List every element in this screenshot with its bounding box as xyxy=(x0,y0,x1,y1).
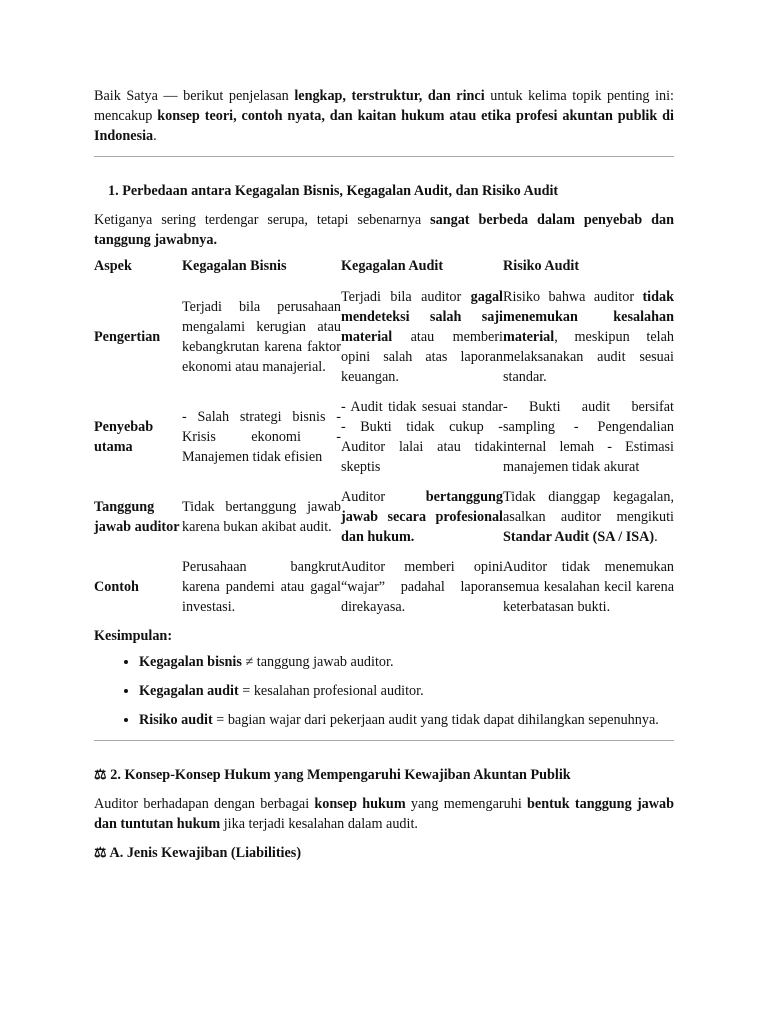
intro-text-4: . xyxy=(153,128,157,144)
cell-text: Terjadi bila auditor xyxy=(341,289,471,305)
intro-bold-2: konsep teori, contoh nyata, dan kaitan hukum atau etika profesi akuntan publik di Indonesia xyxy=(94,108,674,144)
list-item xyxy=(139,710,674,730)
table-header-kegagalan-bisnis: Kegagalan Bisnis xyxy=(182,258,287,274)
section-2-text: yang memengaruhi xyxy=(405,796,528,812)
list-item xyxy=(139,652,674,672)
section-1-heading xyxy=(94,181,674,201)
list-item-text: ≠ tanggung jawab auditor. xyxy=(241,654,394,670)
conclusion-list xyxy=(94,652,674,730)
intro-text-1: Baik Satya xyxy=(94,88,164,104)
cell-bold: gagal mendeteksi salah saji material xyxy=(341,289,503,345)
list-item-text: = bagian wajar dari pekerjaan audit yang tidak dapat dihilangkan sepenuhnya. xyxy=(212,712,659,728)
table-cell: - Bukti audit bersifat sampling - Pengendalian internal lemah - Estimasi manajemen tidak akurat xyxy=(503,399,674,475)
table-row xyxy=(94,284,674,387)
section-2-bold: bentuk tanggung jawab dan tuntutan hukum xyxy=(94,796,674,832)
table-header-row xyxy=(94,256,674,284)
table-cell xyxy=(503,477,674,547)
conclusion-title xyxy=(94,626,674,646)
table-row xyxy=(94,547,674,617)
table-cell-aspect: Contoh xyxy=(94,579,139,595)
intro-bold-1: lengkap, terstruktur, dan rinci xyxy=(294,88,485,104)
table-cell xyxy=(341,284,503,387)
intro-paragraph xyxy=(94,86,674,146)
section-1-text: Ketiganya sering terdengar serupa, tetapi sebenarnya xyxy=(94,212,431,228)
table-cell: Tidak bertanggung jawab karena bukan akibat audit. xyxy=(182,499,341,535)
table-cell: Auditor tidak menemukan semua kesalahan kecil karena keterbatasan bukti. xyxy=(503,559,674,615)
list-item-text: = kesalahan profesional auditor. xyxy=(238,683,424,699)
table-cell: - Salah strategi bisnis - Krisis ekonomi - Manajemen tidak efisien xyxy=(182,409,341,465)
cell-text: . xyxy=(654,529,658,545)
list-item-term: Risiko audit xyxy=(139,712,213,728)
intro-text-2: — berikut penjelasan xyxy=(163,88,295,104)
cell-bold: Standar Audit (SA / ISA) xyxy=(503,529,655,545)
section-1-title: 1. Perbedaan antara Kegagalan Bisnis, Kegagalan Audit, dan Risiko Audit xyxy=(108,183,559,199)
cell-text: atau memberi opini salah atas laporan keuangan. xyxy=(341,329,503,385)
table-cell: Perusahaan bangkrut karena pandemi atau gagal investasi. xyxy=(182,559,341,615)
list-item xyxy=(139,681,674,701)
table-header-aspek: Aspek xyxy=(94,258,132,274)
table-cell xyxy=(503,284,674,387)
section-2-heading xyxy=(94,765,674,785)
table-row xyxy=(94,387,674,477)
table-cell-aspect: Penyebab utama xyxy=(94,419,154,455)
section-2-bold: konsep hukum xyxy=(314,796,406,812)
list-item-term: Kegagalan bisnis xyxy=(139,654,242,670)
table-cell xyxy=(341,477,503,547)
cell-bold: tidak menemukan kesalahan material xyxy=(503,289,674,345)
intro-text-3: untuk kelima topik penting ini: mencakup xyxy=(94,88,674,124)
comparison-table xyxy=(94,256,674,617)
table-cell-aspect: Pengertian xyxy=(94,329,161,345)
scales-icon: ⚖ xyxy=(94,767,107,783)
table-cell: Auditor memberi opini “wajar” padahal laporan direkayasa. xyxy=(341,559,503,615)
cell-text: Tidak dianggap kegagalan, asalkan auditor mengikuti xyxy=(503,489,674,525)
list-item-term: Kegagalan audit xyxy=(139,683,239,699)
section-1-paragraph xyxy=(94,210,674,250)
cell-bold: bertanggung jawab secara profesional dan hukum. xyxy=(341,489,503,545)
cell-text: Auditor xyxy=(341,489,426,505)
document-content xyxy=(94,86,674,863)
conclusion-title-text: Kesimpulan: xyxy=(94,628,173,644)
section-2-text: Auditor berhadapan dengan berbagai xyxy=(94,796,315,812)
table-row xyxy=(94,477,674,547)
table-cell: - Audit tidak sesuai standar - Bukti tidak cukup - Auditor lalai atau tidak skeptis xyxy=(341,399,503,475)
subsection-title: A. Jenis Kewajiban (Liabilities) xyxy=(109,845,302,861)
section-2-text: jika terjadi kesalahan dalam audit. xyxy=(220,816,418,832)
scales-icon: ⚖ xyxy=(94,845,107,861)
cell-text: , meskipun telah melaksanakan audit sesuai standar. xyxy=(503,329,674,385)
cell-text: Risiko bahwa auditor xyxy=(503,289,643,305)
table-header-kegagalan-audit: Kegagalan Audit xyxy=(341,258,444,274)
table-cell: Terjadi bila perusahaan mengalami kerugian atau kebangkrutan karena faktor ekonomi atau manajerial. xyxy=(182,299,341,375)
table-header-risiko-audit: Risiko Audit xyxy=(503,258,580,274)
section-2-paragraph xyxy=(94,794,674,834)
divider xyxy=(94,156,674,157)
table-cell-aspect: Tanggung jawab auditor xyxy=(94,499,180,535)
section-2-title: 2. Konsep-Konsep Hukum yang Mempengaruhi Kewajiban Akuntan Publik xyxy=(110,767,571,783)
divider xyxy=(94,740,674,741)
section-1-bold: sangat berbeda dalam penyebab dan tanggung jawabnya. xyxy=(94,212,674,248)
subsection-heading xyxy=(94,843,674,863)
